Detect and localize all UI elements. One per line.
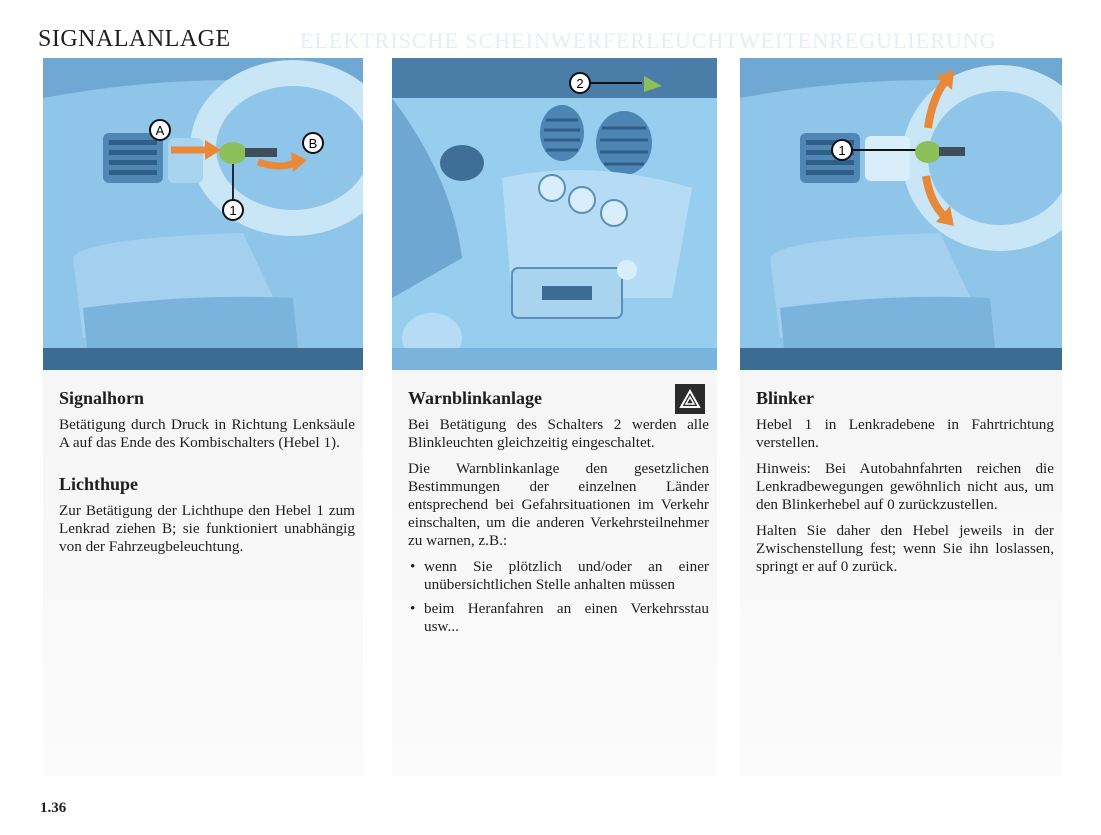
list-item: • beim Heranfahren an einen Verkehrsstau usw... bbox=[408, 600, 709, 636]
signalhorn-text bbox=[59, 388, 355, 564]
blinker-paragraph-1: Hebel 1 in Lenkradebene in Fahrtrichtung verstellen. bbox=[756, 416, 1054, 451]
label-b: B bbox=[308, 136, 318, 151]
page-number: 1.36 bbox=[40, 800, 67, 816]
hazard-labels bbox=[392, 58, 717, 370]
blinker-paragraph-2: Hinweis: Bei Autobahnfahrten reichen die Lenkradbewegungen gewöhnlich nicht aus, um den Blinkerhebel auf 0 zurückzustellen. bbox=[756, 460, 1054, 513]
faint-background-heading: ELEKTRISCHE SCHEINWERFERLEUCHTWEITENREGULIERUNG bbox=[300, 28, 997, 53]
photo-hazard-switch bbox=[392, 58, 717, 370]
warnblink-bullet-list bbox=[408, 558, 709, 636]
label-1: 1 bbox=[838, 143, 846, 158]
label-a: A bbox=[155, 123, 165, 138]
heading-lichthupe: Lichthupe bbox=[59, 474, 139, 494]
horn-labels bbox=[43, 58, 363, 370]
warning-triangle-icon bbox=[675, 384, 705, 414]
blinker-paragraph-3: Halten Sie daher den Hebel jeweils in der Zwischenstellung fest; wenn Sie ihn loslassen, springt er auf 0 zurück. bbox=[756, 522, 1054, 575]
page-title: SIGNALANLAGE bbox=[38, 26, 231, 52]
warnblink-paragraph-1: Bei Betätigung des Schalters 2 werden alle Blinkleuchten gleichzeitig eingeschaltet. bbox=[408, 416, 709, 451]
heading-blinker: Blinker bbox=[756, 388, 815, 408]
lichthupe-paragraph: Zur Betätigung der Lichthupe den Hebel 1 zum Lenkrad ziehen B; sie funktioniert unabhängig von der Fahrzeugbeleuchtung. bbox=[59, 502, 355, 555]
heading-warnblinkanlage: Warnblinkanlage bbox=[408, 388, 543, 408]
label-2: 2 bbox=[576, 76, 584, 91]
label-1: 1 bbox=[229, 203, 237, 218]
column-blinker bbox=[740, 58, 1062, 776]
heading-signalhorn: Signalhorn bbox=[59, 388, 145, 408]
list-item: • wenn Sie plötzlich und/oder an einer unübersichtlichen Stelle anhalten müssen bbox=[408, 558, 709, 594]
column-signalhorn bbox=[43, 58, 363, 776]
column-warnblinkanlage bbox=[392, 58, 717, 776]
blinker-text bbox=[756, 388, 1054, 584]
warnblink-paragraph-2: Die Warnblinkanlage den gesetzlichen Bestimmungen der einzelnen Länder entsprechend bei Gefahrsituationen im Verkehr einschalten, um die anderen Verkehrsteilnehmer zu warnen, z.B.: bbox=[408, 460, 709, 549]
indicator-labels bbox=[740, 58, 1062, 370]
photo-indicator-lever bbox=[740, 58, 1062, 370]
photo-horn-lever bbox=[43, 58, 363, 370]
warnblink-text bbox=[408, 388, 709, 642]
signalhorn-paragraph: Betätigung durch Druck in Richtung Lenksäule A auf das Ende des Kombischalters (Hebel 1). bbox=[59, 416, 355, 451]
